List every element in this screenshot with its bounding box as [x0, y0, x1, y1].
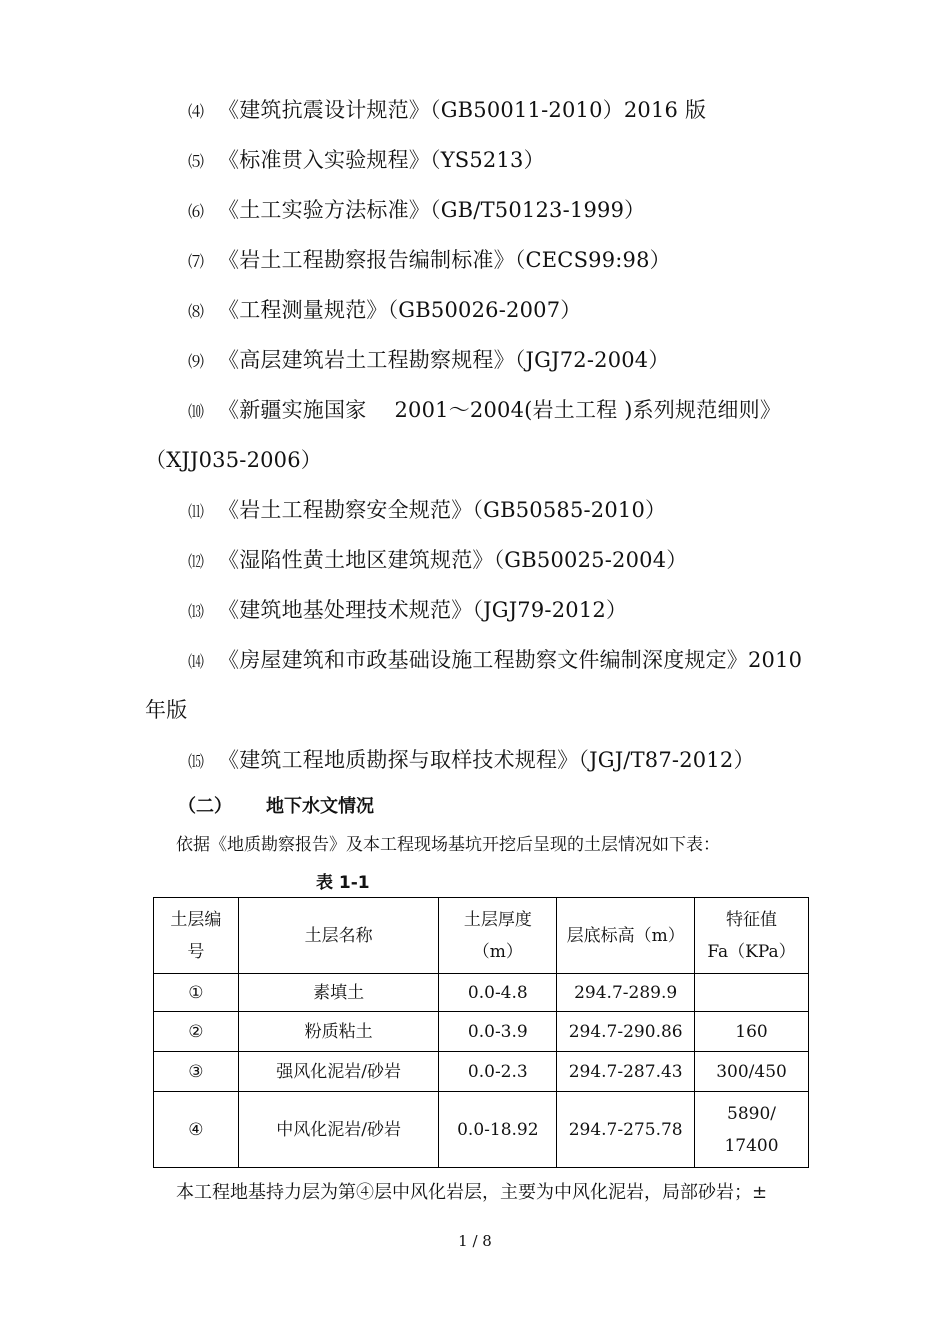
reference-text: 《高层建筑岩土工程勘察规程》（JGJ72-2004）: [218, 348, 670, 372]
reference-number: ⒀: [188, 602, 205, 621]
reference-text: 《标准贯入实验规程》（YS5213）: [218, 148, 545, 172]
cell-layer-name: 粉质粘土: [238, 1012, 439, 1052]
header-fa: 特征值 Fa（KPa）: [695, 898, 809, 974]
reference-item: [188, 196, 645, 226]
cell-thickness: 0.0-4.8: [439, 974, 557, 1012]
cell-elevation: 294.7-275.78: [557, 1092, 695, 1168]
reference-text: 《房屋建筑和市政基础设施工程勘察文件编制深度规定》2010: [218, 648, 803, 672]
reference-item: [188, 396, 781, 426]
reference-item: [188, 146, 545, 176]
cell-layer-no: ②: [154, 1012, 239, 1052]
reference-continuation: （XJJ035-2006）: [145, 448, 323, 472]
intro-paragraph: 依据《地质勘察报告》及本工程现场基坑开挖后呈现的土层情况如下表：: [176, 835, 720, 855]
reference-number: ⑹: [188, 202, 205, 221]
reference-text: 《新疆实施国家 2001～2004(岩土工程 )系列规范细则》: [218, 398, 782, 422]
table-row: [154, 974, 809, 1012]
table-row: [154, 1012, 809, 1052]
reference-item: [188, 246, 671, 276]
reference-text: 《土工实验方法标准》（GB/T50123-1999）: [218, 198, 646, 222]
cell-thickness: 0.0-18.92: [439, 1092, 557, 1168]
reference-text: 《建筑地基处理技术规范》（JGJ79-2012）: [218, 598, 628, 622]
cell-thickness: 0.0-2.3: [439, 1052, 557, 1092]
cell-layer-no: ③: [154, 1052, 239, 1092]
table-row: [154, 1052, 809, 1092]
cell-fa: 160: [695, 1012, 809, 1052]
reference-text: 《工程测量规范》（GB50026-2007）: [218, 298, 582, 322]
reference-text: 《岩土工程勘察安全规范》（GB50585-2010）: [218, 498, 667, 522]
cell-layer-no: ①: [154, 974, 239, 1012]
reference-number: ⑿: [188, 552, 205, 571]
reference-item: [188, 746, 755, 776]
header-layer-no: 土层编 号: [154, 898, 239, 974]
reference-item: [188, 596, 627, 626]
reference-item: [188, 296, 581, 326]
reference-item: [188, 496, 666, 526]
reference-continuation: 年版: [145, 698, 188, 722]
reference-text: 《岩土工程勘察报告编制标准》（CECS99:98）: [218, 248, 671, 272]
table-caption: 表 1-1: [316, 873, 370, 893]
reference-number: ⑼: [188, 352, 205, 371]
soil-layer-table: [153, 897, 809, 1168]
header-thickness: 土层厚度 （m）: [439, 898, 557, 974]
cell-fa: 5890/ 17400: [695, 1092, 809, 1168]
cell-thickness: 0.0-3.9: [439, 1012, 557, 1052]
reference-item: [188, 646, 802, 676]
reference-number: ⒁: [188, 652, 205, 671]
cell-fa: [695, 974, 809, 1012]
reference-text: 《建筑工程地质勘探与取样技术规程》（JGJ/T87-2012）: [218, 748, 755, 772]
section-heading: [178, 792, 374, 818]
cell-layer-name: 中风化泥岩/砂岩: [238, 1092, 439, 1168]
cell-elevation: 294.7-289.9: [557, 974, 695, 1012]
cell-elevation: 294.7-287.43: [557, 1052, 695, 1092]
table-header-row: [154, 898, 809, 974]
page-number: 1 / 8: [458, 1232, 492, 1250]
header-layer-name: 土层名称: [238, 898, 439, 974]
reference-number: ⑷: [188, 102, 205, 121]
reference-number: ⑾: [188, 502, 205, 521]
cell-layer-no: ④: [154, 1092, 239, 1168]
cell-layer-name: 素填土: [238, 974, 439, 1012]
section-number: （二）: [178, 796, 232, 817]
header-elevation: 层底标高（m）: [557, 898, 695, 974]
reference-number: ⒂: [188, 752, 205, 771]
reference-number: ⑺: [188, 252, 205, 271]
table-row: [154, 1092, 809, 1168]
reference-number: ⑻: [188, 302, 205, 321]
cell-fa: 300/450: [695, 1052, 809, 1092]
cell-elevation: 294.7-290.86: [557, 1012, 695, 1052]
reference-number: ⑽: [188, 402, 205, 421]
reference-item: [188, 346, 670, 376]
body-paragraph: 本工程地基持力层为第④层中风化岩层，主要为中风化泥岩，局部砂岩；±: [176, 1182, 768, 1203]
section-title: 地下水文情况: [266, 796, 374, 817]
cell-layer-name: 强风化泥岩/砂岩: [238, 1052, 439, 1092]
reference-text: 《建筑抗震设计规范》（GB50011-2010）2016 版: [218, 98, 707, 122]
reference-number: ⑸: [188, 152, 205, 171]
reference-item: [188, 546, 687, 576]
reference-item: [188, 96, 706, 126]
reference-text: 《湿陷性黄土地区建筑规范》（GB50025-2004）: [218, 548, 688, 572]
